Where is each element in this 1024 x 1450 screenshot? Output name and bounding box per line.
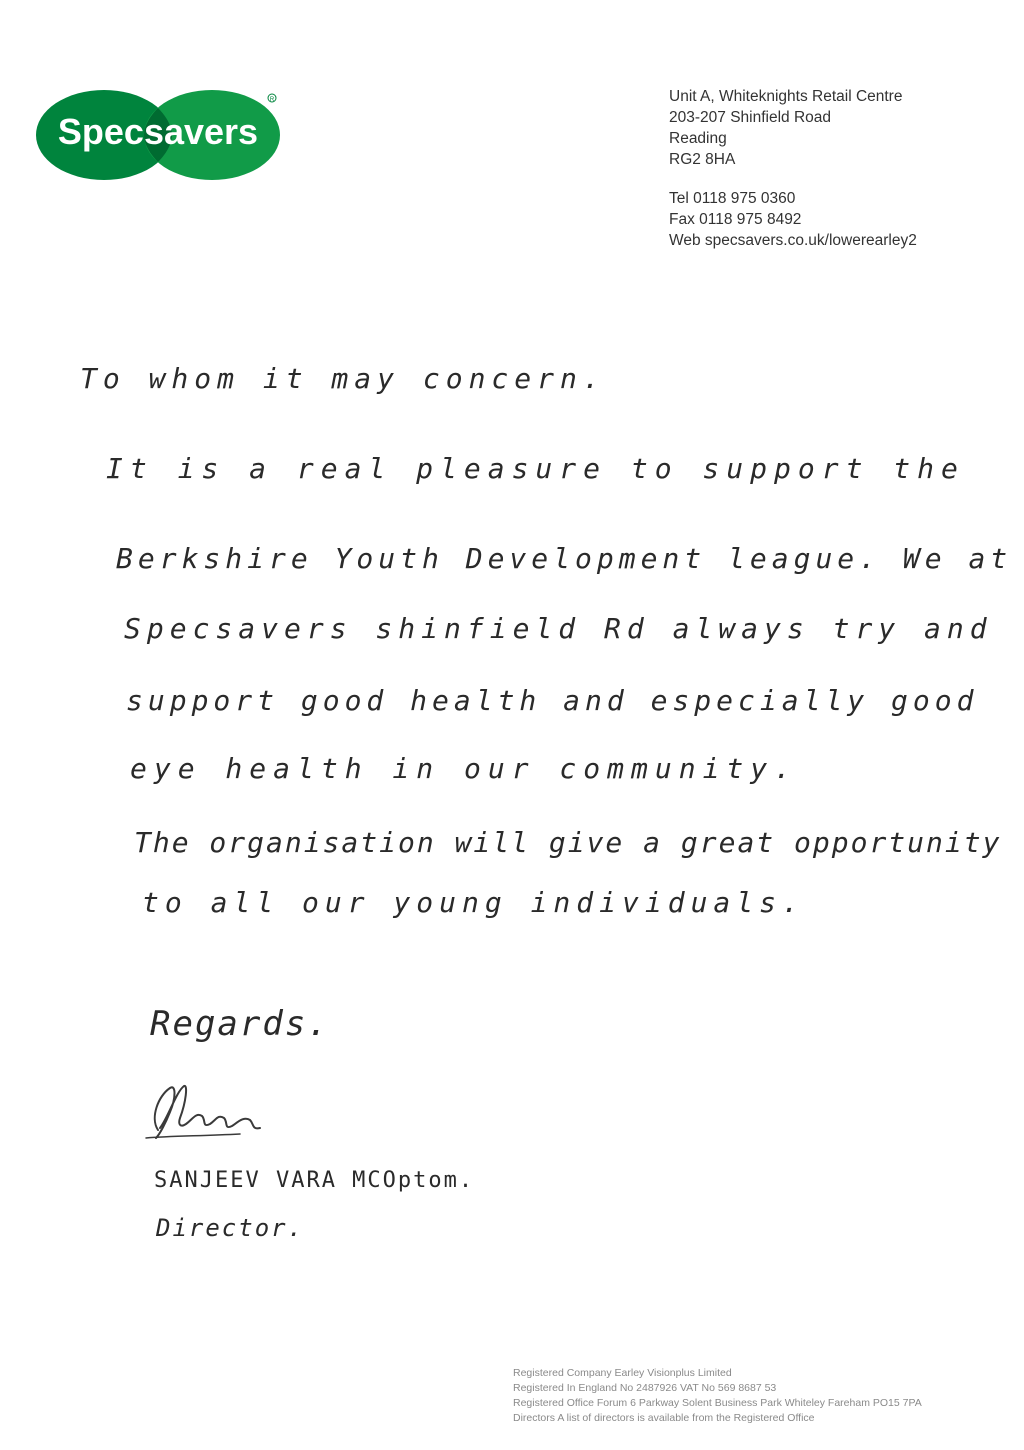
address-line-1: Unit A, Whiteknights Retail Centre	[669, 88, 903, 105]
footer-line-1: Registered Company Earley Visionplus Limited	[513, 1367, 732, 1379]
signature	[140, 1078, 290, 1148]
signatory-name: SANJEEV VARA MCOptom.	[154, 1168, 475, 1193]
address-line-3: Reading	[669, 130, 727, 147]
letter-line-1: It is a real pleasure to support the	[106, 452, 965, 485]
signatory-title: Director.	[156, 1214, 305, 1242]
website: Web specsavers.co.uk/lowerearley2	[669, 232, 917, 249]
letter-line-3: Specsavers shinfield Rd always try and	[124, 612, 993, 645]
footer-line-3: Registered Office Forum 6 Parkway Solent Business Park Whiteley Fareham PO15 7PA	[513, 1397, 922, 1409]
closing: Regards.	[150, 1004, 330, 1044]
letter-line-2: Berkshire Youth Development league. We at	[116, 542, 1013, 575]
footer-line-4: Directors A list of directors is available from the Registered Office	[513, 1412, 815, 1424]
telephone: Tel 0118 975 0360	[669, 190, 796, 207]
address-line-4: RG2 8HA	[669, 151, 736, 168]
logo-wordmark: Specsavers	[57, 111, 259, 152]
svg-text:R: R	[269, 97, 275, 103]
footer-line-2: Registered In England No 2487926 VAT No 569 8687 53	[513, 1382, 777, 1394]
letter-line-7: to all our young individuals.	[142, 886, 805, 919]
letter-line-4: support good health and especially good	[126, 684, 979, 717]
registration-footer	[513, 1366, 922, 1426]
salutation: To whom it may concern.	[80, 362, 606, 395]
address-line-2: 203-207 Shinfield Road	[669, 109, 832, 126]
fax: Fax 0118 975 8492	[669, 211, 802, 228]
letter-line-6: The organisation will give a great opportunity	[134, 826, 1002, 859]
letter-line-5: eye health in our community.	[130, 752, 799, 785]
